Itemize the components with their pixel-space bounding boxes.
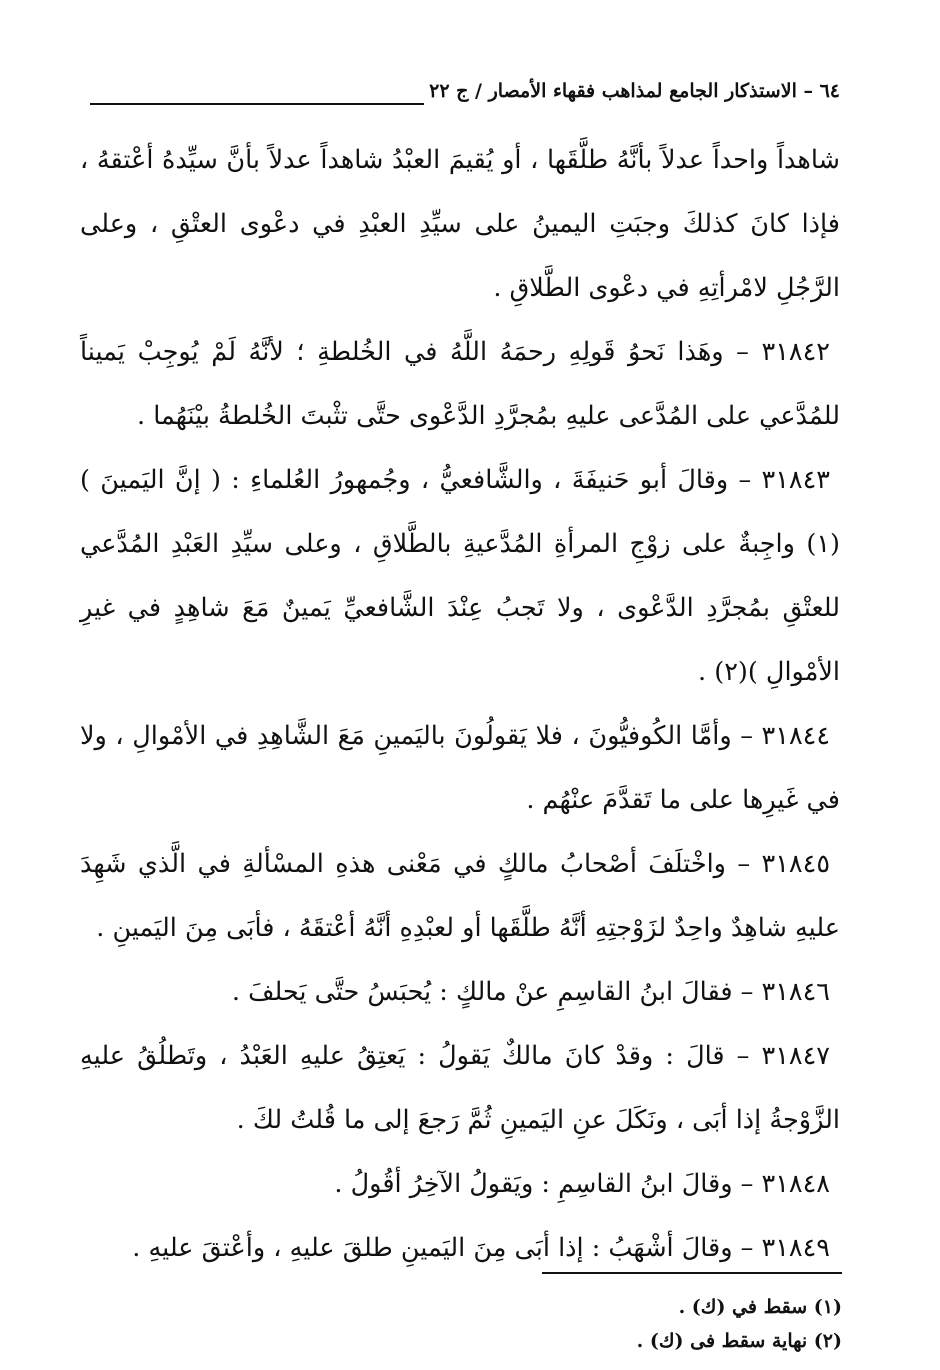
paragraph-text: قالَ : وقدْ كانَ مالكٌ يَقولُ : يَعتِقُ عليهِ العَبْدُ ، وتَطلُقُ عليهِ الزَّوْجةُ إذا أبَى ، ونَكَلَ عنِ اليَمينِ ثُمَّ رَجعَ إلى ما قُلتُ لكَ . — [80, 1041, 840, 1135]
dash: – — [740, 977, 754, 1007]
paragraph-31848 — [80, 1152, 840, 1216]
paragraph-number: ٣١٨٤٣ — [761, 465, 830, 495]
paragraph-text: فقالَ ابنُ القاسِمِ عنْ مالكٍ : يُحبَسُ حتَّى يَحلفَ . — [231, 977, 733, 1007]
paragraph-31844 — [80, 704, 840, 832]
paragraph-number: ٣١٨٤٤ — [761, 721, 831, 751]
paragraph-text: وقالَ أبو حَنيفَةَ ، والشَّافعيُّ ، وجُمهورُ العُلماءِ : ( إنَّ اليَمينَ )(١) واجِبةٌ على زوْجِ المرأةِ المُدَّعيةِ بالطَّلاقِ ، وعلى سيِّدِ العَبْدِ المُدَّعي للعتْقِ بمُجرَّدِ الدَّعْوى ، ولا تَجبُ عِنْدَ الشَّافعيِّ يَمينٌ مَعَ شاهِدٍ في غيرِ الأمْوالِ )(٢) . — [80, 465, 840, 687]
paragraph-number: ٣١٨٤٦ — [761, 977, 830, 1007]
paragraph-text: وأمَّا الكُوفيُّونَ ، فلا يَقولُونَ باليَمينِ مَعَ الشَّاهِدِ في الأمْوالِ ، ولا في غَيرِها على ما تَقدَّمَ عنْهُم . — [80, 721, 840, 815]
running-head: ٦٤ – الاستذكار الجامع لمذاهب فقهاء الأمصار / ج ٢٢ — [429, 80, 840, 102]
dash: – — [740, 1233, 754, 1263]
paragraph-31842 — [80, 320, 840, 448]
paragraph-31846 — [80, 960, 840, 1024]
paragraph-31847 — [80, 1024, 840, 1152]
paragraph-text: وهَذا نَحوُ قَولِهِ رحمَهُ اللَّهُ في الخُلطةِ ؛ لأنَّهُ لَمْ يُوجِبْ يَميناً للمُدَّعي على المُدَّعى عليهِ بمُجرَّدِ الدَّعْوى حتَّى تثْبتَ الخُلطةُ بيْنَهُما . — [80, 337, 840, 431]
dash: – — [736, 337, 749, 367]
paragraph-number: ٣١٨٤٩ — [761, 1233, 830, 1263]
paragraph-text: وقالَ ابنُ القاسِمِ : ويَقولُ الآخِرُ أقُولُ . — [334, 1169, 733, 1199]
dash: – — [738, 465, 752, 495]
header-rule — [90, 103, 424, 105]
paragraph-number: ٣١٨٤٧ — [761, 1041, 830, 1071]
paragraph-number: ٣١٨٤٢ — [761, 337, 830, 367]
dash: – — [740, 1169, 754, 1199]
paragraph-31845 — [80, 832, 840, 960]
footnote-2: (٢) نهاية سقط فى (ك) . — [636, 1330, 842, 1352]
paragraph-text: شاهداً واحداً عدلاً بأنَّهُ طلَّقَها ، أو يُقيمَ العبْدُ شاهداً عدلاً بأنَّ سيِّدهُ أعْتقهُ ، فإذا كانَ كذلكَ وجبَتِ اليمينُ على سيِّدِ العبْدِ في دعْوى العتْقِ ، وعلى الرَّجُلِ لامْرأتِهِ في دعْوى الطَّلاقِ . — [80, 145, 840, 303]
main-text — [80, 128, 840, 1280]
paragraph-text: وقالَ أشْهَبُ : إذا أبَى مِنَ اليَمينِ طلقَ عليهِ ، وأعْتقَ عليهِ . — [132, 1233, 733, 1263]
footnote-1: (١) سقط في (ك) . — [678, 1296, 842, 1318]
paragraph-number: ٣١٨٤٨ — [761, 1169, 830, 1199]
paragraph-text: واخْتلَفَ أصْحابُ مالكٍ في مَعْنى هذهِ المسْألةِ في الَّذي شَهِدَ عليهِ شاهِدٌ واحِدٌ لزَوْجتِهِ أنَّهُ طلَّقَها أو لعبْدِهِ أنَّهُ أعْتقَهُ ، فأبَى مِنَ اليَمينِ . — [80, 849, 840, 943]
dash: – — [737, 849, 751, 879]
paragraph-31843 — [80, 448, 840, 704]
paragraph-number: ٣١٨٤٥ — [761, 849, 831, 879]
paragraph-31849 — [80, 1216, 840, 1280]
paragraph-continuation — [80, 128, 840, 320]
dash: – — [736, 1041, 750, 1071]
dash: – — [740, 721, 753, 751]
footnotes — [422, 1290, 842, 1358]
footnote-rule — [542, 1272, 842, 1274]
